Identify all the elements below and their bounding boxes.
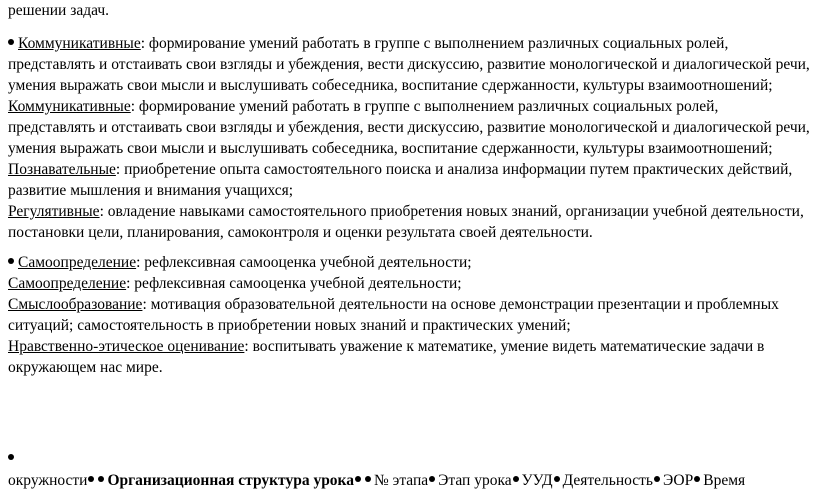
- text-fragment: : овладение навыками самостоятельного приобретения новых знаний, организации учебной деятельности,: [99, 203, 804, 220]
- text-line: [8, 75, 773, 96]
- text-fragment: : рефлексивная самооценка учебной деятельности;: [126, 275, 462, 292]
- text-fragment: : формирование умений работать в группе с выполнением различных социальных ролей,: [130, 98, 719, 115]
- column-uud: УУД: [521, 472, 553, 489]
- section-heading-self-determination: Самоопределение: [8, 275, 127, 292]
- empty-bullet-line: [8, 448, 18, 469]
- self-determination-paragraph-line: [8, 252, 472, 273]
- self-determination-paragraph-line: [8, 273, 462, 294]
- section-heading-sense-formation: Смыслообразование: [8, 296, 143, 313]
- communicative-paragraph-line: [8, 33, 728, 54]
- section-heading-regulatory: Регулятивные: [8, 203, 100, 220]
- text-line: [8, 222, 593, 243]
- text-fragment: представлять и отстаивать свои взгляды и убеждения, вести дискуссию, развитие монологической и диалогической речи,: [8, 56, 810, 73]
- section-heading-self-determination: Самоопределение: [18, 254, 137, 271]
- cognitive-paragraph-line: [8, 159, 792, 180]
- column-time: Время: [703, 472, 746, 489]
- bullet-icon: [654, 476, 660, 482]
- bullet-icon: [513, 476, 519, 482]
- text-fragment: окружающем нас мире.: [8, 359, 163, 376]
- text-fragment: умения выражать свои мысли и выслушивать собеседника, воспитание сдержанности, культуры взаимоотношений;: [8, 77, 773, 94]
- text-fragment: решении задач.: [8, 2, 110, 19]
- bullet-icon: [98, 476, 104, 482]
- lesson-structure-heading: Организационная структура урока: [107, 472, 355, 489]
- text-fragment: : формирование умений работать в группе с выполнением различных социальных ролей,: [140, 35, 729, 52]
- moral-assessment-paragraph-line: [8, 336, 764, 357]
- text-line: [8, 180, 293, 201]
- text-fragment: развитие мышления и внимания учащихся;: [8, 182, 294, 199]
- regulatory-paragraph-line: [8, 201, 804, 222]
- column-eor: ЭОР: [662, 472, 694, 489]
- text-line: [8, 0, 109, 21]
- text-line: [8, 357, 163, 378]
- bullet-icon: [8, 258, 14, 264]
- bullet-icon: [429, 476, 435, 482]
- text-line: [8, 117, 810, 138]
- text-line: [8, 315, 571, 336]
- footer-line: [8, 470, 745, 491]
- section-heading-communicative: Коммуникативные: [18, 35, 141, 52]
- section-heading-moral-assessment: Нравственно-этическое оценивание: [8, 338, 245, 355]
- text-fragment: постановки цели, планирования, самоконтроля и оценки результата своей деятельности.: [8, 224, 593, 241]
- section-heading-communicative: Коммуникативные: [8, 98, 131, 115]
- column-stage-name: Этап урока: [438, 472, 512, 489]
- text-fragment: : приобретение опыта самостоятельного поиска и анализа информации путем практических действий,: [115, 161, 793, 178]
- text-fragment: представлять и отстаивать свои взгляды и убеждения, вести дискуссию, развитие монологической и диалогической речи,: [8, 119, 810, 136]
- column-activity: Деятельность: [562, 472, 653, 489]
- text-fragment: : мотивация образовательной деятельности на основе демонстрации презентации и проблемных: [142, 296, 779, 313]
- bullet-icon: [554, 476, 560, 482]
- text-fragment: ситуаций; самостоятельность в приобретении новых знаний и практических умений;: [8, 317, 571, 334]
- text-line: [8, 54, 810, 75]
- bullet-icon: [8, 454, 14, 460]
- text-fragment: : воспитывать уважение к математике, умение видеть математические задачи в: [244, 338, 765, 355]
- text-fragment: умения выражать свои мысли и выслушивать собеседника, воспитание сдержанности, культуры взаимоотношений;: [8, 140, 773, 157]
- column-stage-number: № этапа: [374, 472, 429, 489]
- bullet-icon: [365, 476, 371, 482]
- bullet-icon: [8, 39, 14, 45]
- bullet-icon: [694, 476, 700, 482]
- text-line: [8, 138, 773, 159]
- section-heading-cognitive: Познавательные: [8, 161, 116, 178]
- sense-formation-paragraph-line: [8, 294, 779, 315]
- communicative-paragraph-line: [8, 96, 718, 117]
- text-fragment: : рефлексивная самооценка учебной деятельности;: [136, 254, 472, 271]
- bullet-icon: [88, 476, 94, 482]
- bullet-icon: [355, 476, 361, 482]
- footer-text-circle: окружности: [8, 472, 88, 489]
